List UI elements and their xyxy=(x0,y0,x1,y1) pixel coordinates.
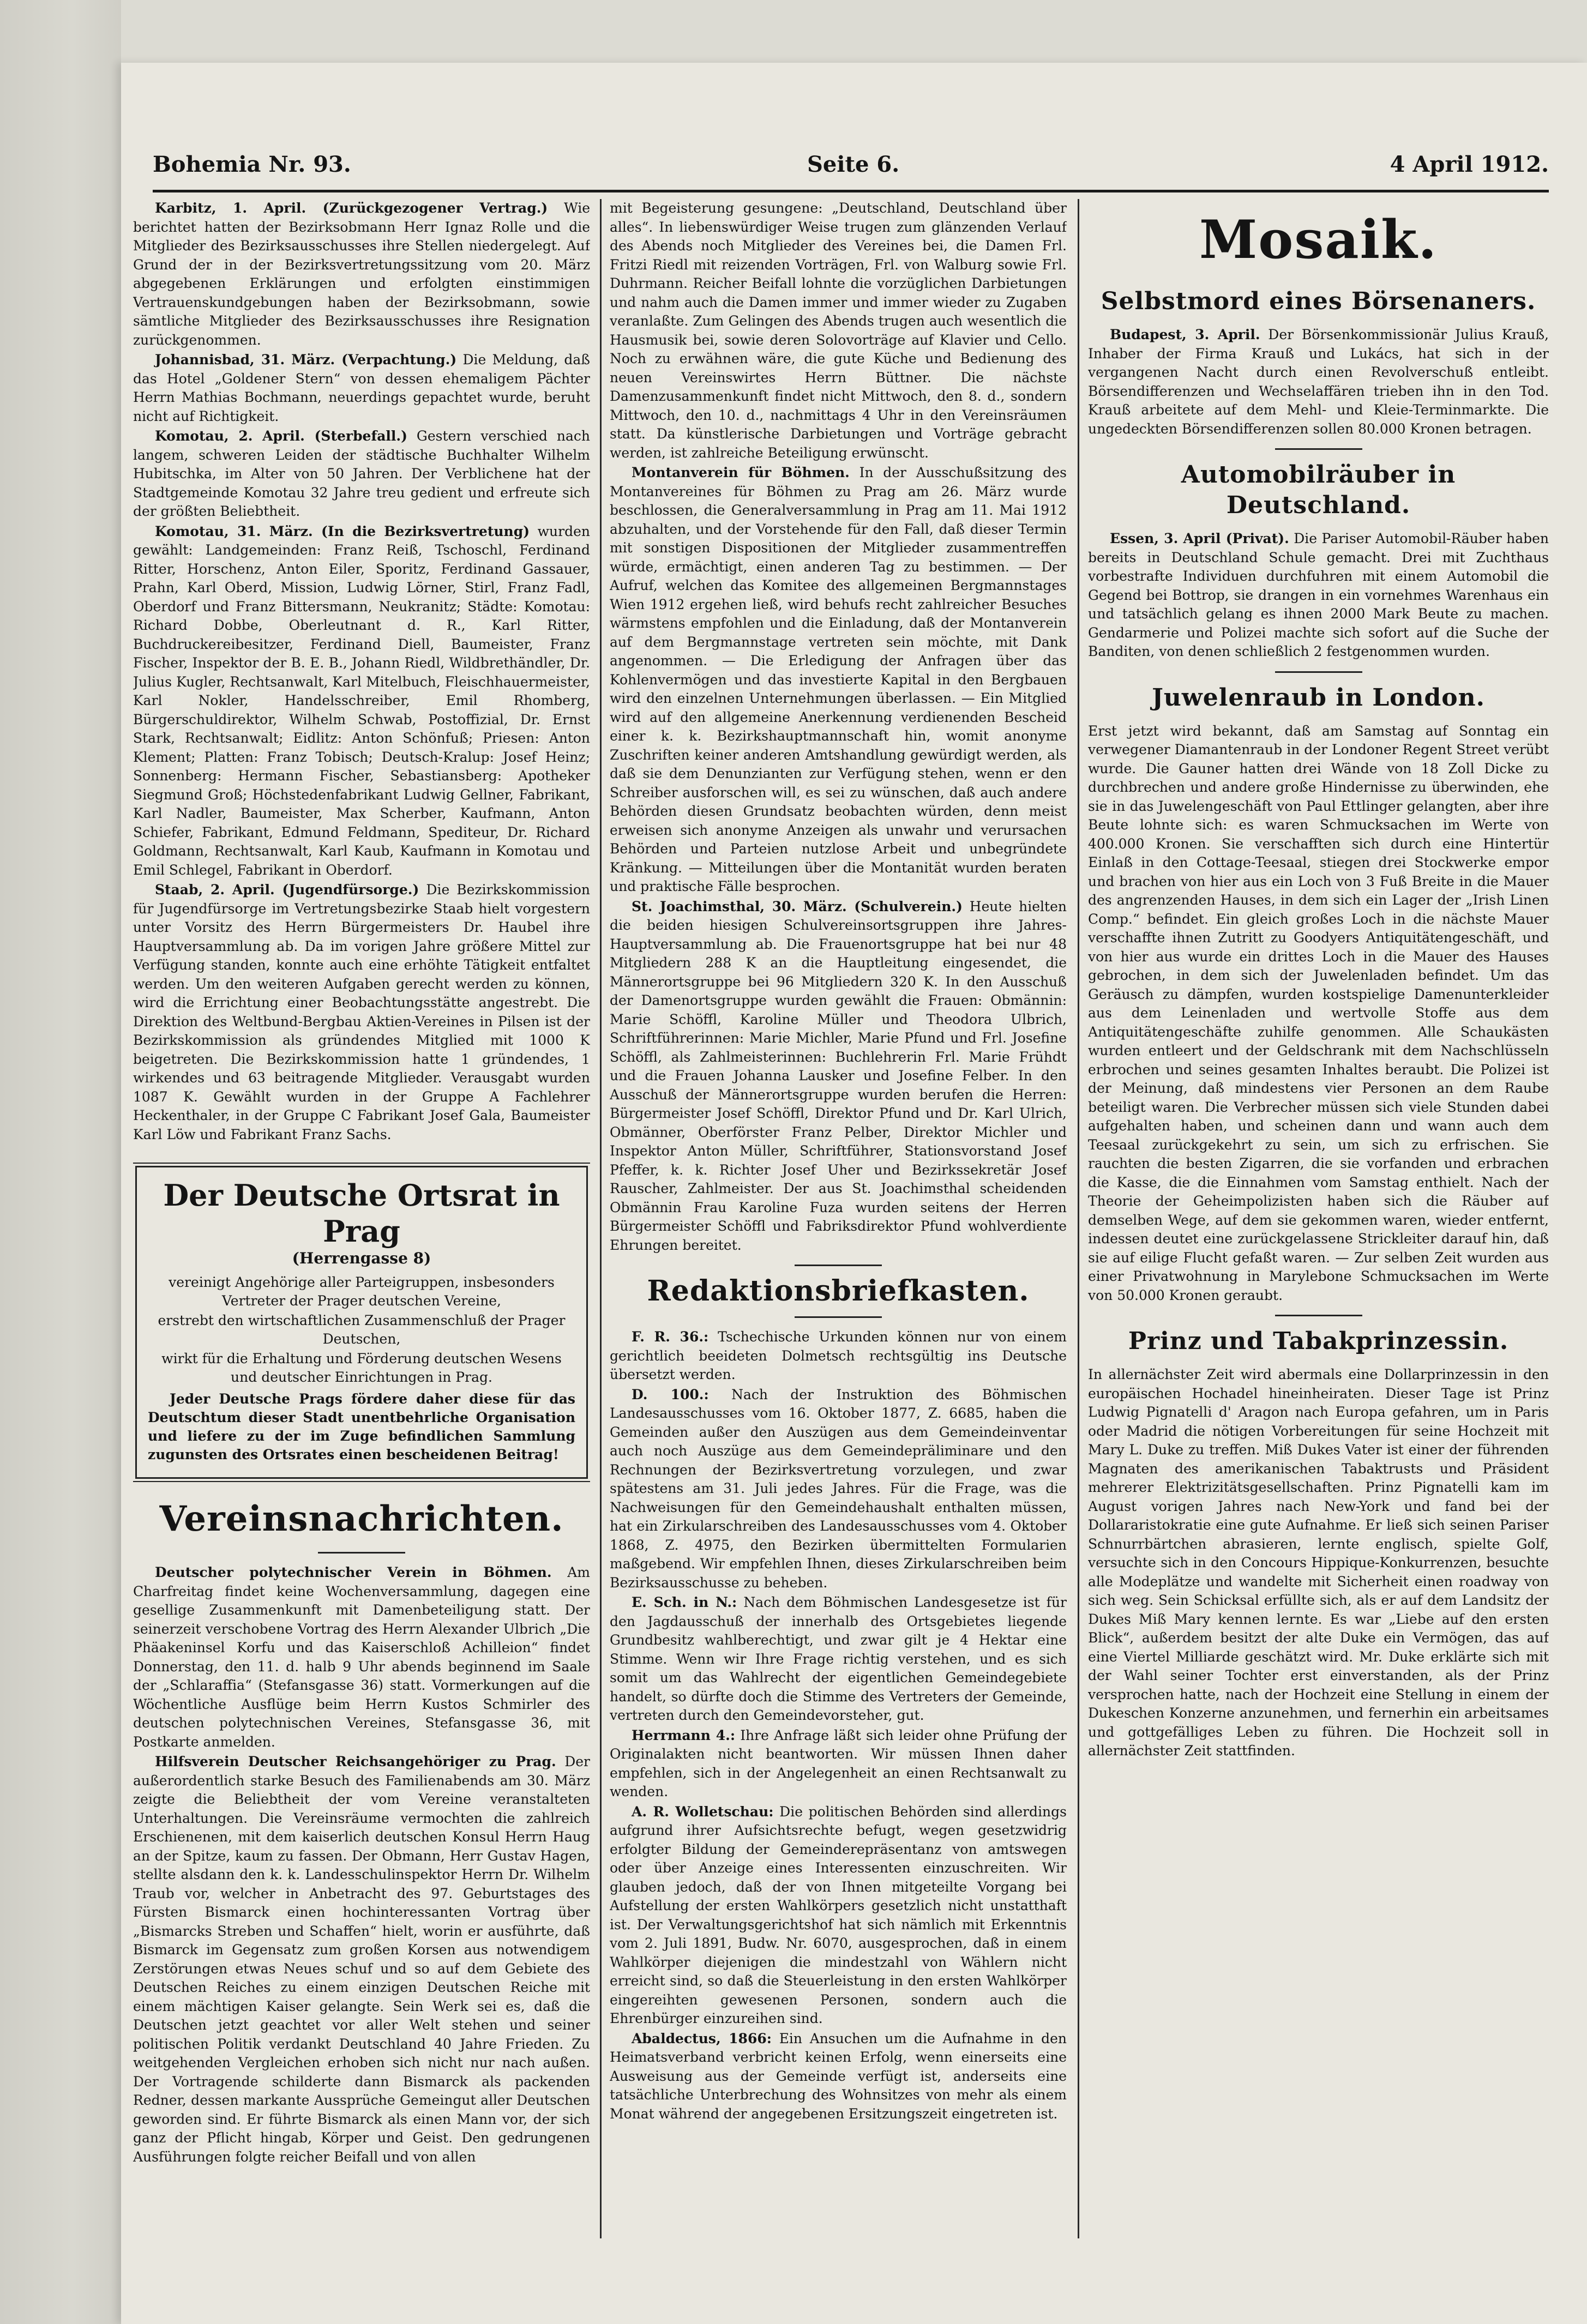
article-lead: Komotau, 31. März. (In die Bezirksvertretung) xyxy=(155,523,530,539)
article-paragraph xyxy=(133,881,590,1144)
article-headline: Automobilräuber in Deutschland. xyxy=(1181,461,1456,519)
advert-appeal: Jeder Deutsche Prags fördere daher diese für das Deutschtum dieser Stadt unentbehrliche Organisation und liefere zu der im Zuge befindlichen Sammlung zugunsten des Ortsrates einen bescheidenen Beitrag! xyxy=(148,1391,575,1462)
local-news xyxy=(133,199,590,1144)
association-news xyxy=(610,199,1067,1255)
article-headline: Prinz und Tabakprinzessin. xyxy=(1128,1327,1509,1355)
article-headline: Selbstmord eines Börsenaners. xyxy=(1101,287,1536,315)
mosaik-articles xyxy=(1088,286,1549,1761)
article-lead: Abaldectus, 1866: xyxy=(632,2030,772,2046)
article-text: Ein Ansuchen um die Aufnahme in den Heimatsverband verbricht keinen Erfolg, wenn einerseits eine Ausweisung aus der Gemeinde verfügt ist, anderseits eine tatsächliche Unterbrechung des Wohnsitzes von mehr als einem Monat während der angegebenen Ersitzungszeit eingetreten ist. xyxy=(610,2030,1067,2122)
article-lead: F. R. 36.: xyxy=(632,1329,709,1345)
article-paragraph xyxy=(610,898,1067,1255)
article-text: mit Begeisterung gesungene: „Deutschland, Deutschland über alles“. In liebenswürdiger Weise trugen zum glänzenden Verlauf des Abends noch Mitglieder des Vereines bei, die Damen Frl. Fritzi Riedl mit reizenden Vorträgen, Frl. von Walburg sowie Frl. Duhrmann. Reicher Beifall lohnte die vorzüglichen Darbietungen und nahm auch die Damen immer und immer wieder zu Zugaben veranlaßte. Zum Gelingen des Abends trugen auch wesentlich die Hausmusik bei, sowie deren Solovorträge auf Klavier und Cello. Noch zu erwähnen wäre, die gute Küche und Bedienung des neuen Vereinswirtes Herrn Büttner. Die nächste Damenzusammenkunft findet nicht Mittwoch, den 8. d., sondern Mittwoch, den 10. d., nachmittags 4 Uhr in den Vereinsräumen statt. Da künstlerische Darbietungen und Vorträge gebracht werden, ist zahlreiche Beteiligung erwünscht. xyxy=(610,200,1067,461)
article-paragraph xyxy=(1088,722,1549,1305)
letters-to-editor xyxy=(610,1328,1067,2123)
advert-address: (Herrengasse 8) xyxy=(292,1249,431,1267)
article-paragraph xyxy=(610,2030,1067,2124)
article-text: Heute hielten die beiden hiesigen Schulvereinsortsgruppen ihre Jahres-Hauptversammlung ab. Die Frauenortsgruppe hat bei nur 48 Mitgliedern 288 K an die Hauptleitung eingesendet, die Männerortsgruppe bei 96 Mitgliedern 320 K. In den Ausschuß der Damenortsgruppe wurden gewählt die Frauen: Obmännin: Marie Schöffl, Karoline Müller und Theodora Ulbrich, Schriftführerinnen: Marie Michler, Marie Pfund und Frl. Josefine Schöffl, als Zahlmeisterinnen: Buchlehrerin Frl. Marie Frühdt und die Frauen Johanna Lausker und Josefine Felber. In den Ausschuß der Männerortsgruppe wurden berufen die Herren: Bürgermeister Josef Schöffl, Direktor Pfund und Dr. Karl Ulrich, Obmänner, Oberförster Franz Pelber, Direktor Michler und Inspektor Anton Müller, Schriftführer, Stationsvorstand Josef Pfeffer, k. k. Richter Josef Uher und Bezirkssekretär Josef Rauscher, Zahlmeister. Der aus St. Joachimsthal scheidenden Obmännin Frau Karoline Fuza wurden seitens der Herren Bürgermeister Schöffl und Fabriksdirektor Pfund wohlverdiente Ehrungen bereitet. xyxy=(610,898,1067,1253)
masthead xyxy=(153,152,1549,184)
article-paragraph xyxy=(610,1328,1067,1384)
article-lead: Budapest, 3. April. xyxy=(1110,327,1260,342)
article-paragraph xyxy=(610,463,1067,896)
article-text: Die Meldung, daß das Hotel „Goldener Stern“ von dessen ehemaligem Pächter Herrn Mathias Bochmann, neuerdings gepachtet wurde, beruht nicht auf Richtigkeit. xyxy=(133,352,590,424)
article-text: Die Bezirkskommission für Jugendfürsorge im Vertretungsbezirke Staab hielt vorgestern unter Vorsitz des Herrn Bürgermeisters Dr. Haubel ihre Hauptversammlung ab. Da im vorigen Jahre größere Mittel zur Verfügung standen, konnte auch eine erhöhte Tätigkeit entfaltet werden. Um den weiteren Aufgaben gerecht werden zu können, wird die Errichtung einer Beobachtungsstätte angestrebt. Die Direktion des Weltbund-Bergbau Aktien-Vereines in Pilsen ist der Bezirkskommission als gründendes Mitglied mit 1000 K beigetreten. Die Bezirkskommission hatte 1 gründendes, 1 wirkendes und 63 beitragende Mitglieder. Verausgabt wurden 1087 K. Gewählt wurden in der Gruppe A Fachlehrer Heckenthaler, in der Gruppe C Fabrikant Josef Gala, Baumeister Karl Löw und Fabrikant Franz Sachs. xyxy=(133,882,590,1142)
article-paragraph xyxy=(133,351,590,426)
article-text: wurden gewählt: Landgemeinden: Franz Reiß, Tschoschl, Ferdinand Ritter, Horschenz, Anton Eiler, Sporitz, Ferdinand Gassauer, Prahn, Karl Oberd, Mission, Ludwig Lörner, Stirl, Franz Fadl, Oberdorf und Franz Bittersmann, Neukranitz; Städte: Komotau: Richard Dobbe, Oberleutnant d. R., Karl Ritter, Buchdruckereibesitzer, Ferdinand Diell, Baumeister, Franz Fischer, Inspektor der B. E. B., Johann Riedl, Wildbrethändler, Dr. Julius Kugler, Rechtsanwalt, Karl Mitelbuch, Fleischhauermeister, Karl Nokler, Handelsschreiber, Emil Rhomberg, Bürgerschuldirektor, Wilhelm Schwab, Postoffizial, Dr. Ernst Stark, Rechtsanwalt; Eidlitz: Anton Schönfuß; Priesen: Anton Klement; Platten: Franz Tobisch; Deutsch-Kralup: Josef Heinz; Sonnenberg: Hermann Fischer, Sebastiansberg: Apotheker Siegmund Groß; Höchstedenfabrikant Ludwig Gellner, Fabrikant, Karl Nadler, Baumeister, Max Scherber, Kaufmann, Anton Schiefer, Fabrikant, Edmund Feldmann, Spediteur, Dr. Richard Goldmann, Rechtsanwalt, Karl Kaub, Kaufmann in Komotau und Emil Schlegel, Fabrikant in Oberdorf. xyxy=(133,523,590,878)
article-paragraph xyxy=(610,1386,1067,1593)
article-text: Wie berichtet hatten der Bezirksobmann Herr Ignaz Rolle und die Mitglieder des Bezirksausschusses ihre Stellen niedergelegt. Auf Grund der in der Bezirksvertretungssitzung vom 20. März abgegebenen Erklärungen und erfolgten einstimmigen Vertrauenskundgebungen haben der Bezirksobmann, sowie sämtliche Mitglieder des Bezirksausschusses ihre Resignation zurückgenommen. xyxy=(133,200,590,348)
article-text: Der Börsenkommissionär Julius Krauß, Inhaber der Firma Krauß und Lukács, hat sich in der vergangenen Nacht durch einen Revolverschuß entleibt. Börsendifferenzen und Wechselaffären trieben ihn in den Tod. Krauß arbeitete auf dem Mehl- und Kleie-Terminmarkte. Die ungedeckten Börsendifferenzen sollen 80.000 Kronen betragen. xyxy=(1088,327,1549,437)
article-body xyxy=(1088,1365,1549,1761)
advert-line: vereinigt Angehörige aller Parteigruppen, insbesonders Vertreter der Prager deutschen Vereine, xyxy=(169,1274,555,1309)
article-text: Tschechische Urkunden können nur von einem gerichtlich beeideten Dolmetsch rechtsgültig ins Deutsche übersetzt werden. xyxy=(610,1329,1067,1382)
article-lead: Montanverein für Böhmen. xyxy=(632,465,850,480)
article-lead: Karbitz, 1. April. (Zurückgezogener Vertrag.) xyxy=(155,200,548,216)
article-lead: Deutscher polytechnischer Verein in Böhmen. xyxy=(155,1564,552,1580)
article-headline: Juwelenraub in London. xyxy=(1152,683,1485,712)
article-lead: E. Sch. in N.: xyxy=(632,1594,737,1610)
article-text: In der Ausschußsitzung des Montanvereines für Böhmen zu Prag am 26. März wurde beschlossen, die Generalversammlung in Prag am 11. Mai 1912 abzuhalten, und der Vorstehende für den Fall, daß dieser Termin mit sonstigen Dispositionen der Mitglieder zusammentreffen würde, ermächtigt, einen anderen Tag zu bestimmen. — Der Aufruf, welchen das Komitee des allgemeinen Bergmannstages Wien 1912 ergehen ließ, wird behufs recht zahlreicher Besuches wärmstens empfohlen und die Einladung, daß der Montanverein auf dem Bergmannstage vertreten sein möchte, mit Dank angenommen. — Die Erledigung der Anfragen über das Kohlenvermögen und das investierte Kapital in den Bergbauen wird den einzelnen Unternehmungen überlassen. — Ein Mitglied wird auf den allgemeine Anerkennung verdienenden Bescheid einer k. k. Bezirkshauptmannschaft hin, womit anonyme Zuschriften keiner anderen Amtshandlung gewürdigt werden, als daß sie dem Denunzianten zur Verfügung stehen, wenn er den Schreiber ausforschen will, es sei zu wünschen, daß auch andere Behörden diesen Grundsatz beobachten würden, denn meist erweisen sich anonyme Anzeigen als unwahr und verursachen Behörden und Parteien nutzlose Arbeit und unbegründete Kränkung. — Mitteilungen über die Montanität wurden beraten und praktische Fälle besprochen. xyxy=(610,465,1067,894)
article-paragraph xyxy=(1088,529,1549,661)
article-text: Nach der Instruktion des Böhmischen Landesausschusses vom 16. Oktober 1877, Z. 6685, haben die Gemeinden außer den Auszügen aus dem Gemeindeinventar auch noch Auszüge aus dem Gemeindepräliminare und den Rechnungen der Bezirksvertretung vorzulegen, und zwar spätestens am 31. Juli jedes Jahres. Für die Frage, was die Nachweisungen für den Gemeindehaushalt enthalten müssen, hat ein Zirkularschreiben des Landesausschusses vom 4. Oktober 1868, Z. 4975, den Bezirken übermittelten Formularien maßgebend. Wir empfehlen Ihnen, dieses Zirkularschreiben beim Bezirksausschusse zu beheben. xyxy=(610,1386,1067,1591)
article-paragraph xyxy=(610,1593,1067,1725)
column-divider-2 xyxy=(1078,199,1079,2238)
ortsrat-advert xyxy=(135,1166,588,1479)
article-lead: Herrmann 4.: xyxy=(632,1727,736,1743)
masthead-date: 4 April 1912. xyxy=(1390,152,1549,177)
article-text: Am Charfreitag findet keine Wochenversammlung, dagegen eine gesellige Zusammenkunft mit Damenbeteiligung statt. Der seinerzeit verschobene Vortrag des Herrn Alexander Ulbrich „Die Phäakeninsel Korfu und das Kaiserschloß Achilleion“ findet Donnerstag, den 11. d. halb 9 Uhr abends beginnend im Saale der „Schlaraffia“ (Stefansgasse 36) statt. Vormerkungen auf die Wöchentliche Ausflüge beim Herrn Kustos Schmirler des deutschen polytechnischen Vereines, Stefansgasse 36, mit Postkarte anmelden. xyxy=(133,1564,590,1750)
article-lead: St. Joachimsthal, 30. März. (Schulverein.) xyxy=(632,898,963,914)
article-lead: Komotau, 2. April. (Sterbefall.) xyxy=(155,428,407,444)
advert-title: Der Deutsche Ortsrat in Prag xyxy=(163,1178,560,1249)
advert-line: wirkt für die Erhaltung und Förderung deutschen Wesens und deutscher Einrichtungen in Prag. xyxy=(161,1351,562,1385)
article-text: Der außerordentlich starke Besuch des Familienabends am 30. März zeigte die Beliebtheit der vom Vereine veranstalteten Unterhaltungen. Die Vereinsräume vermochten die zahlreich Erschienenen, mit dem kaiserlich deutschen Konsul Herrn Haug an der Spitze, kaum zu fassen. Der Obmann, Herr Gustav Hagen, stellte alsdann den k. k. Landesschulinspektor Herrn Dr. Wilhelm Traub vor, welcher in Anbetracht des 97. Geburtstages des Fürsten Bismarck einen hochinteressanten Vortrag über „Bismarcks Streben und Schaffen“ hielt, worin er ausführte, daß Bismarck im Gegensatz zum großen Korsen aus notwendigem Zerstörungen etwas Neues schuf und so auf dem Gebiete des Deutschen Reiches zu einem einzigen Deutschen Reiche mit einem mächtigen Kaiser gelangte. Sein Werk sei es, daß die Deutschen jetzt geachtet vor aller Welt stehen und seiner politischen Politik verdankt Deutschland 40 Jahre Frieden. Zu weitgehenden Vergleichen erhoben sich nicht nur nach außen. Der Vortragende schilderte dann Bismarck als packenden Redner, dessen markante Aussprüche Gemeingut aller Deutschen geworden sind. Er führte Bismarck als einen Mann vor, der sich ganz der Pflicht hingab, Körper und Geist. Den gedrungenen Ausführungen folgte reicher Beifall und von allen xyxy=(133,1754,590,2165)
masthead-issue: Bohemia Nr. 93. xyxy=(153,152,351,177)
article-lead: Hilfsverein Deutscher Reichsangehöriger zu Prag. xyxy=(155,1754,556,1769)
column-2 xyxy=(610,199,1067,2238)
article-paragraph xyxy=(610,1803,1067,2028)
article-lead: Staab, 2. April. (Jugendfürsorge.) xyxy=(155,882,419,898)
scan-margin xyxy=(0,0,121,2324)
article-lead: A. R. Wolletschau: xyxy=(632,1803,774,1820)
article-rule xyxy=(1275,448,1362,450)
section-rule xyxy=(795,1265,882,1266)
article-paragraph xyxy=(610,1726,1067,1802)
column-divider-1 xyxy=(600,199,602,2238)
article-paragraph xyxy=(1088,326,1549,438)
article-text: Ihre Anfrage läßt sich leider ohne Prüfung der Originalakten nicht beantworten. Wir müssen Ihnen daher empfehlen, sich in der Angelegenheit an einen Rechtsanwalt zu wenden. xyxy=(610,1727,1067,1799)
article-lead: Essen, 3. April (Privat). xyxy=(1110,531,1289,546)
section-rule xyxy=(795,1316,882,1318)
article-text: Die politischen Behörden sind allerdings aufgrund ihrer Aufsichtsrechte befugt, wegen gesetzwidrig erfolgter Bildung der Gemeinderepräsentanz von amtswegen oder über Anzeige eines Interessenten einzuschreiten. Wir glauben jedoch, daß der von Ihnen mitgeteilte Vorgang bei Aufstellung der ersten Wahlkörpers gesetzlich nicht unstatthaft ist. Der Verwaltungsgerichtshof hat sich nämlich mit Erkenntnis vom 2. Juli 1891, Budw. Nr. 6070, ausgesprochen, daß in einem Wahlkörper diejenigen die mindestzahl von Wählern nicht erreicht sind, so daß die Steuerleistung in den ersten Wahlkörper eingereihten gewesenen Personen, sondern auch die Ehrenbürger einzureihen sind. xyxy=(610,1803,1067,2026)
masthead-page-number: Seite 6. xyxy=(807,152,900,177)
article-rule xyxy=(1275,671,1362,673)
column-1 xyxy=(133,199,590,2238)
article-text: Erst jetzt wird bekannt, daß am Samstag auf Sonntag ein verwegener Diamantenraub in der Londoner Regent Street verübt wurde. Die Gauner hatten drei Wände von 18 Zoll Dicke zu durchbrechen und andere große Hindernisse zu überwinden, ehe sie in das Juwelengeschäft von Paul Ettlinger gelangten, aber ihre Beute lohnte sich: es waren Schmucksachen im Werte von 400.000 Kronen. Sie verschafften sich durch eine Hintertür Einlaß in den Cottage-Teesaal, stiegen drei Stockwerke empor und brachen von hier aus ein Loch von 3 Fuß Breite in die Mauer des angrenzenden Hauses, in dem sich ein Lager der „Irish Linen Comp.“ befindet. Ein gleich großes Loch in die nächste Mauer verschaffte ihnen Zutritt zu Goodyers Antiquitätengeschäft, und von hier aus wurde ein drittes Loch in die Mauer des Hauses gebrochen, in dem sich der Juwelenladen befindet. Um das Geräusch zu dämpfen, wurden kostspielige Damenunterkleider aus dem Leinenladen und wertvolle Stoffe aus dem Antiquitätengeschäfte zuhilfe genommen. Alle Schaukästen wurden entleert und der Geldschrank mit dem Nachschlüsseln erbrochen und seines gesamten Inhaltes beraubt. Die Polizei ist der Meinung, daß mindestens vier Personen an dem Raube beteiligt waren. Die Verbrecher müssen sich viele Stunden dabei aufgehalten haben, und scheinen dann und wann auch dem Teesaal zurückgekehrt zu sein, um sich zu erfrischen. Sie rauchten die besten Zigarren, die sie vorfanden und erbrachen die Kasse, die die Einnahmen vom Samstag enthielt. Nach der Theorie der Geheimpolizisten haben sich die Räuber auf demselben Wege, auf dem sie gekommen waren, wieder entfernt, indessen deutet eine zurückgelassene Strickleiter darauf hin, daß sie auf eilige Flucht gefaßt waren. — Zur selben Zeit wurden aus einer Privatwohnung in Marylebone Schmucksachen im Werte von 50.000 Kronen geraubt. xyxy=(1088,723,1549,1303)
article-paragraph xyxy=(133,199,590,350)
header-rule xyxy=(153,190,1549,192)
advert-line: erstrebt den wirtschaftlichen Zusammenschluß der Prager Deutschen, xyxy=(158,1312,566,1347)
article-paragraph xyxy=(133,1753,590,2166)
section-rule xyxy=(318,1552,405,1554)
section-title-redaktionsbriefkasten: Redaktionsbriefkasten. xyxy=(647,1274,1030,1308)
section-title-vereinsnachrichten: Vereinsnachrichten. xyxy=(159,1498,564,1539)
article-text: Nach dem Böhmischen Landesgesetze ist für den Jagdausschuß der innerhalb des Ortsgebietes liegende Grundbesitz wahlberechtigt, und zwar gilt je 4 Hektar eine Stimme. Wenn wir Ihre Frage richtig verstehen, und es sich somit um das Wahlrecht der eigentlichen Gemeindegebiete handelt, so dürfte doch die Stimme des Vertreters der Gemeinde, vertreten durch den Gemeindevorsteher, gut. xyxy=(610,1594,1067,1723)
article-body xyxy=(1088,326,1549,438)
article-text: Gestern verschied nach langem, schweren Leiden der städtische Buchhalter Wilhelm Hubitschka, im Alter von 50 Jahren. Der Verblichene hat der Stadtgemeinde Komotau 32 Jahre treu gedient und erfreute sich der größten Beliebtheit. xyxy=(133,428,590,519)
article-paragraph xyxy=(610,199,1067,462)
article-body xyxy=(1088,529,1549,661)
article-lead: Johannisbad, 31. März. (Verpachtung.) xyxy=(155,352,457,368)
article-text: In allernächster Zeit wird abermals eine Dollarprinzessin in den europäischen Hochadel hineinheiraten. Dieser Tage ist Prinz Ludwig Pignatelli d' Aragon nach Europa gefahren, um in Paris oder Madrid die nötigen Vorbereitungen für seine Hochzeit mit Mary L. Duke zu treffen. Miß Dukes Vater ist einer der führenden Magnaten des amerikanischen Tabaktrusts und Präsident mehrerer Elektrizitätsgesellschaften. Prinz Pignatelli kam im August vorigen Jahres nach New-York und fand bei der Dollararistokratie eine gute Aufnahme. Er ließ sich seinen Pariser Schnurrbärtchen abrasieren, lernte englisch, spielte Golf, versuchte sich in den Concours Hippique-Konkurrenzen, besuchte alle Modeplätze und wandelte mit Sicherheit einen roadway von sich weg. Sein Schicksal erfüllte sich, als er auf dem Landsitz der Dukes Miß Mary kennen lernte. Es war „Liebe auf den ersten Blick“, außerdem besitzt der alte Duke ein Vermögen, das auf eine Viertel Milliarde geschätzt wird. Mr. Duke erklärte sich mit der Wahl seiner Tochter erst einverstanden, als der Prinz versprochen hatte, nach der Hochzeit eine Stellung in einem der Dukeschen Konzerne anzunehmen, und fernerhin ein arbeitsames und gottgefälliges Leben zu führen. Die Hochzeit soll in allernächster Zeit stattfinden. xyxy=(1088,1366,1549,1759)
column-3 xyxy=(1088,199,1549,2238)
article-lead: D. 100.: xyxy=(632,1386,709,1402)
club-news xyxy=(133,1563,590,2166)
article-paragraph xyxy=(133,1563,590,1751)
section-title-mosaik: Mosaik. xyxy=(1199,209,1438,270)
article-rule xyxy=(1275,1315,1362,1316)
article-paragraph xyxy=(1088,1365,1549,1761)
article-text: Die Pariser Automobil-Räuber haben bereits in Deutschland Schule gemacht. Drei mit Zuchthaus vorbestrafte Individuen durchfuhren mit einem Automobil die Gegend bei Bottrop, sie drangen in ein vornehmes Warenhaus ein und tatsächlich gelang es ihnen 2000 Mark Beute zu machen. Gendarmerie und Polizei machte sich sofort auf die Suche der Banditen, von denen schließlich 2 festgenommen wurden. xyxy=(1088,531,1549,659)
article-body xyxy=(1088,722,1549,1305)
article-paragraph xyxy=(133,522,590,880)
article-paragraph xyxy=(133,427,590,521)
